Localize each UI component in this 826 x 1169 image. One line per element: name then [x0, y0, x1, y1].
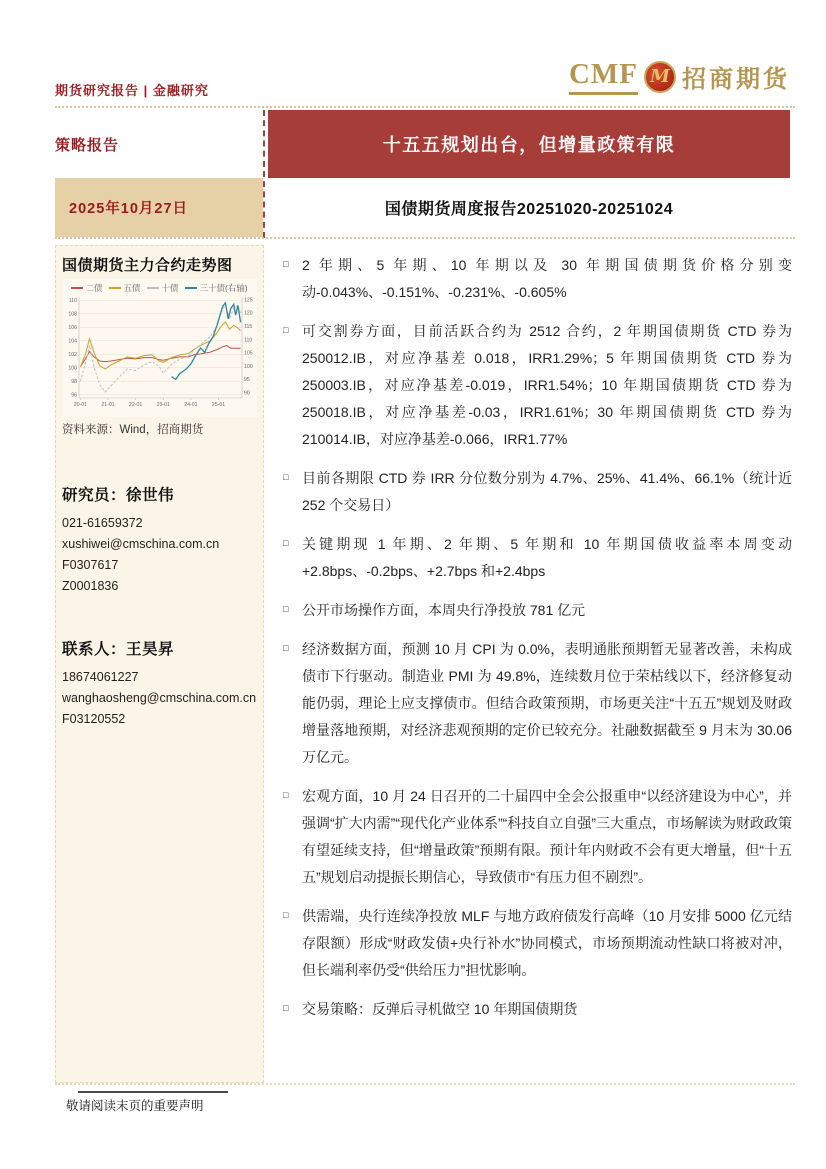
svg-text:100: 100 [68, 365, 77, 372]
summary-bullet-list [283, 252, 792, 1035]
bullet-square-icon: □ [283, 472, 289, 482]
report-subtitle: 国债期货周度报告20251020-20251024 [384, 201, 674, 218]
bullet-square-icon: □ [283, 910, 289, 920]
bullet-item [283, 996, 792, 1023]
bullet-text: 关键期现 1 年期、2 年期、5 年期和 10 年期国债收益率本周变动+2.8bps、-0.2bps、+2.7bps 和+2.4bps [302, 536, 792, 579]
bullet-text: 2 年期、5 年期、10 年期以及 30 年期国债期货价格分别变动-0.043%、-0.151%、-0.231%、-0.605% [302, 257, 792, 300]
cmf-logo-text: CMF [569, 58, 638, 95]
trend-chart [62, 279, 257, 417]
svg-text:25-01: 25-01 [211, 402, 226, 408]
bullet-text: 经济数据方面，预测 10 月 CPI 为 0.0%，表明通胀预期暂无显著改善，未构成债市下行驱动。制造业 PMI 为 49.8%，连续数月位于荣枯线以下，经济修复动能仍弱，理论上应支撑债市。但结合政策预期，市场更关注“十五五”规划及财政增量落地预期，对经济悲观预期的定价已较充分。社融数据截至 9 月末为 30.06 万亿元。 [302, 641, 792, 765]
svg-text:106: 106 [68, 325, 77, 332]
bullet-square-icon: □ [283, 325, 289, 335]
bullet-square-icon: □ [283, 643, 289, 653]
svg-text:108: 108 [68, 311, 77, 318]
legend-label: 十债 [161, 283, 179, 293]
contact-name: 联系人：王昊昇 [62, 641, 175, 658]
bullet-item [283, 783, 792, 891]
chart-series [80, 346, 240, 367]
legend-item [71, 282, 102, 294]
report-type-label: 策略报告 [55, 136, 120, 154]
svg-text:90: 90 [244, 390, 250, 397]
banner-separator [55, 237, 795, 239]
svg-text:20-01: 20-01 [73, 402, 88, 408]
bullet-item [283, 903, 792, 984]
svg-text:95: 95 [244, 377, 250, 384]
legend-swatch [147, 287, 159, 289]
researcher-email: xushiwei@cmschina.com.cn [62, 537, 220, 551]
chart-source: 资料来源：Wind，招商期货 [62, 424, 204, 436]
report-date: 2025年10月27日 [69, 201, 189, 217]
chart-svg [62, 294, 258, 412]
disclaimer-note: 敬请阅读末页的重要声明 [66, 1099, 204, 1113]
cmf-monogram: M [650, 65, 670, 87]
svg-text:120: 120 [244, 310, 253, 317]
title-banner [268, 110, 790, 178]
report-title: 十五五规划出台，但增量政策有限 [382, 135, 676, 155]
researcher-cert-1: F0307617 [62, 558, 119, 572]
bullet-text: 供需端，央行连续净投放 MLF 与地方政府债发行高峰（10 月安排 5000 亿元结存限额）形成“财政发债+央行补水”协同模式，市场预期流动性缺口将被对冲，但长端利率仍受“供给压力”担忧影响。 [302, 908, 792, 978]
contact-phone: 18674061227 [62, 670, 139, 684]
bullet-item [283, 252, 792, 306]
bullet-text: 目前各期限 CTD 券 IRR 分位数分别为 4.7%、25%、41.4%、66.1%（统计近 252 个交易日） [302, 470, 792, 513]
svg-text:23-01: 23-01 [156, 402, 170, 408]
svg-text:125: 125 [244, 297, 253, 304]
company-logo [569, 58, 790, 95]
header-separator [55, 106, 795, 108]
legend-swatch [71, 287, 83, 289]
bullet-item [283, 636, 792, 771]
svg-text:96: 96 [71, 392, 77, 399]
bullet-item [283, 531, 792, 585]
researcher-phone: 021-61659372 [62, 516, 143, 530]
bullet-square-icon: □ [283, 259, 289, 269]
legend-label: 二债 [85, 283, 103, 293]
bullet-item [283, 318, 792, 453]
bullet-text: 宏观方面，10 月 24 日召开的二十届四中全会公报重申“以经济建设为中心”，并强调“扩大内需”“现代化产业体系”“科技自立自强”三大重点，市场解读为财政政策有望延续支持，但“增量政策”预期有限。预计年内财政不会有更大增量，但“十五五”规划启动提振长期信心，导致债市“有压力但不剧烈”。 [302, 788, 792, 885]
vertical-divider [263, 110, 265, 238]
svg-text:100: 100 [244, 363, 253, 370]
content-bottom-separator [55, 1083, 795, 1085]
bullet-item [283, 465, 792, 519]
svg-text:98: 98 [71, 378, 77, 385]
svg-text:102: 102 [68, 352, 77, 359]
svg-text:22-01: 22-01 [128, 402, 143, 408]
svg-text:21-01: 21-01 [101, 402, 115, 408]
svg-text:105: 105 [244, 350, 253, 357]
report-date-box [55, 178, 263, 237]
brand-name: 招商期货 [682, 67, 790, 93]
svg-text:104: 104 [68, 338, 77, 345]
legend-label: 三十债(右轴) [199, 283, 248, 293]
legend-swatch [109, 287, 121, 289]
bullet-text: 可交割券方面，目前活跃合约为 2512 合约，2 年期国债期货 CTD 券为 250012.IB，对应净基差 0.018，IRR1.29%；5 年期国债期货 CTD 券为 250003.IB，对应净基差-0.019，IRR1.54%；10 年期国债期货 CTD 券为 250018.IB，对应净基差-0.03，IRR1.61%；30 年期国债期货 CTD 券为 210014.IB，对应净基差-0.066，IRR1.77% [302, 323, 792, 447]
svg-text:110: 110 [68, 298, 77, 305]
svg-text:115: 115 [244, 324, 253, 331]
chart-title: 国债期货主力合约走势图 [62, 257, 233, 274]
chart-legend [62, 279, 257, 294]
contact-block [62, 637, 257, 730]
svg-text:110: 110 [244, 337, 253, 344]
bullet-square-icon: □ [283, 538, 289, 548]
researcher-cert-2: Z0001836 [62, 579, 119, 593]
bullet-square-icon: □ [283, 604, 289, 614]
legend-item [109, 282, 140, 294]
bullet-item [283, 597, 792, 624]
researcher-block [62, 483, 257, 597]
cmf-logo-icon [644, 61, 676, 93]
chart-plot [62, 294, 257, 417]
legend-label: 五债 [123, 283, 141, 293]
bullet-text: 交易策略：反弹后寻机做空 10 年期国债期货 [302, 1001, 578, 1017]
bullet-square-icon: □ [283, 790, 289, 800]
svg-text:24-01: 24-01 [184, 402, 198, 408]
report-subtitle-box [268, 178, 790, 237]
bullet-square-icon: □ [283, 1003, 289, 1013]
legend-item [147, 282, 178, 294]
legend-item [185, 282, 247, 294]
sidebar [55, 245, 264, 1083]
bullet-text: 公开市场操作方面，本周央行净投放 781 亿元 [302, 602, 586, 618]
footer-rule [78, 1091, 228, 1093]
contact-email: wanghaosheng@cmschina.com.cn [62, 691, 257, 705]
chart-series [80, 304, 240, 392]
legend-swatch [185, 287, 197, 289]
researcher-name: 研究员：徐世伟 [62, 487, 175, 504]
contact-cert-1: F03120552 [62, 712, 126, 726]
report-category: 期货研究报告 | 金融研究 [55, 83, 209, 98]
